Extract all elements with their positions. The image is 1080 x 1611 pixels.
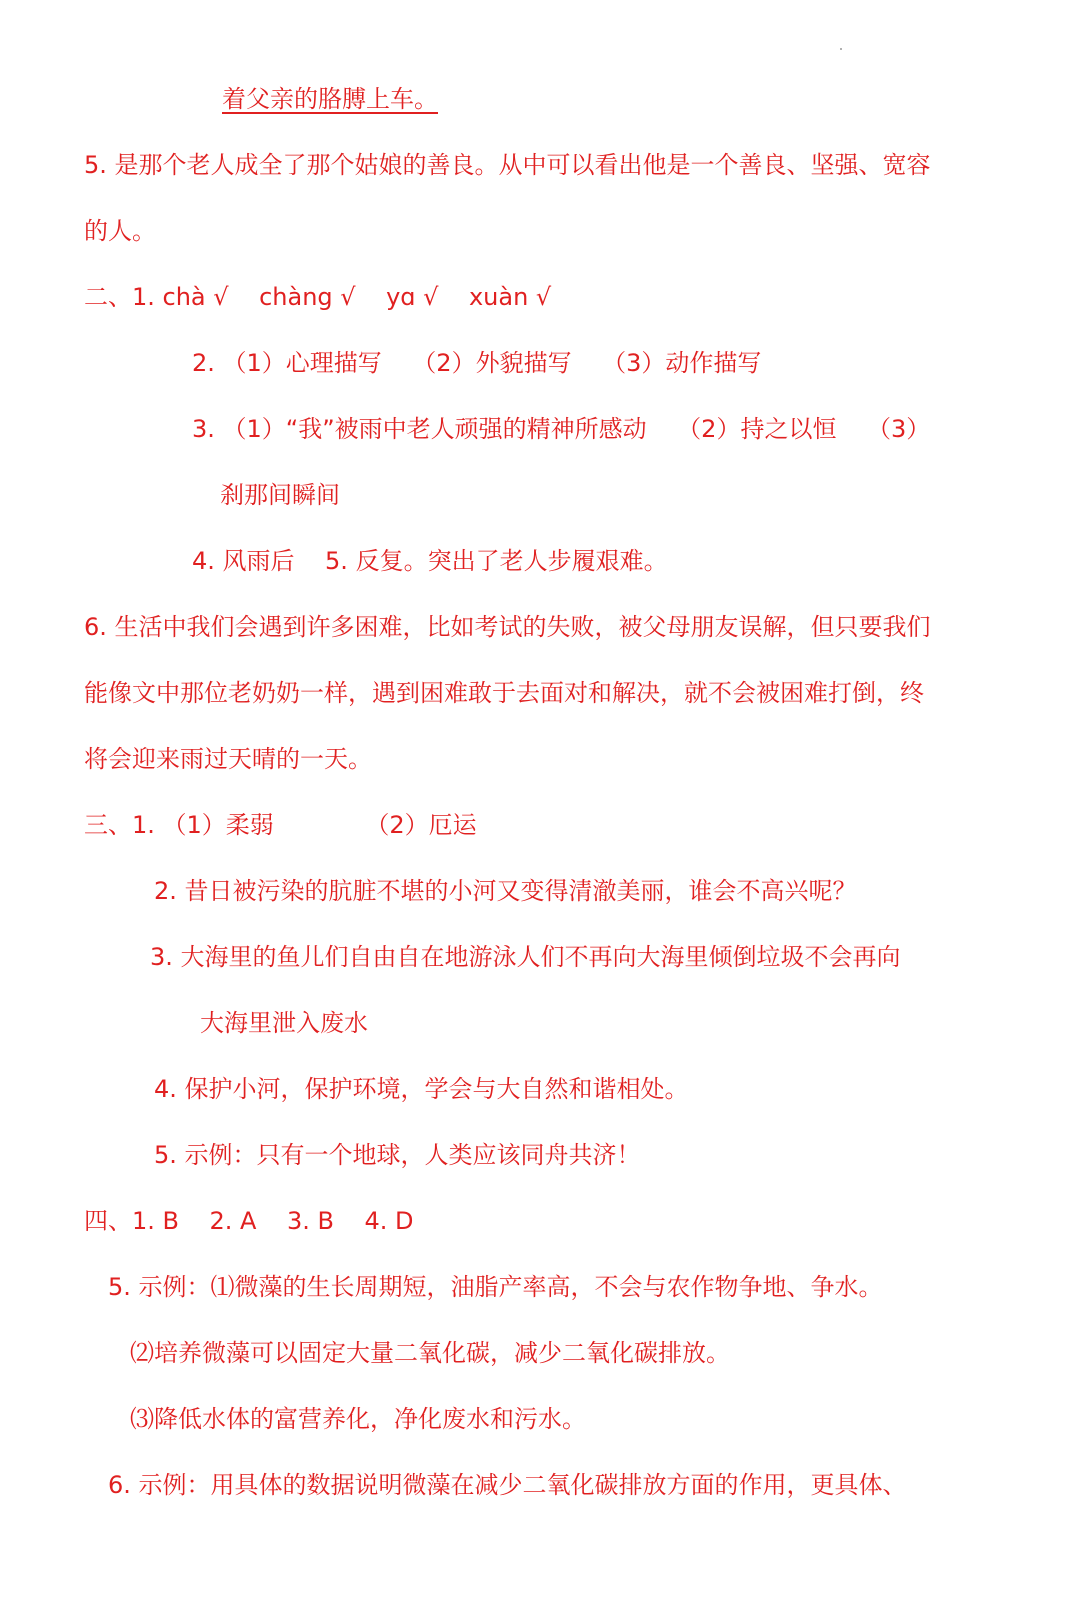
section-3-line-3: 3. 大海里的鱼儿们自由自在地游泳人们不再向大海里倾倒垃圾不会再向: [150, 943, 901, 971]
answer-line-3: 的人。: [84, 217, 156, 245]
answer-line-2: 5. 是那个老人成全了那个姑娘的善良。从中可以看出他是一个善良、坚强、宽容: [84, 151, 931, 179]
section-2-line-3: 3. （1）“我”被雨中老人顽强的精神所感动 （2）持之以恒 （3）: [192, 415, 931, 443]
section-4-line-2: 5. 示例：⑴微藻的生长周期短，油脂产率高，不会与农作物争地、争水。: [108, 1273, 883, 1301]
section-3-line-1: 三、1. （1）柔弱 （2）厄运: [84, 811, 477, 839]
section-4-line-1: 四、1. B 2. A 3. B 4. D: [84, 1207, 414, 1235]
scan-speck: [840, 48, 842, 50]
section-3-line-4: 大海里泄入废水: [200, 1009, 368, 1037]
section-2-line-5: 4. 风雨后 5. 反复。突出了老人步履艰难。: [192, 547, 668, 575]
section-2-line-4: 刹那间瞬间: [220, 481, 340, 509]
section-2-line-2: 2. （1）心理描写 （2）外貌描写 （3）动作描写: [192, 349, 762, 377]
section-3-line-2: 2. 昔日被污染的肮脏不堪的小河又变得清澈美丽，谁会不高兴呢？: [154, 877, 857, 905]
section-2-line-1: 二、1. chà √ chàng √ yɑ √ xuàn √: [84, 283, 552, 311]
section-4-line-3: ⑵培养微藻可以固定大量二氧化碳，减少二氧化碳排放。: [130, 1339, 730, 1367]
section-4-line-4: ⑶降低水体的富营养化，净化废水和污水。: [130, 1405, 586, 1433]
answer-line-1: 着父亲的胳膊上车。: [222, 85, 438, 113]
section-2-line-8: 将会迎来雨过天晴的一天。: [84, 745, 372, 773]
section-3-line-5: 4. 保护小河，保护环境，学会与大自然和谐相处。: [154, 1075, 689, 1103]
section-4-line-5: 6. 示例：用具体的数据说明微藻在减少二氧化碳排放方面的作用，更具体、: [108, 1471, 907, 1499]
section-2-line-6: 6. 生活中我们会遇到许多困难，比如考试的失败，被父母朋友误解，但只要我们: [84, 613, 931, 641]
section-3-line-6: 5. 示例：只有一个地球，人类应该同舟共济！: [154, 1141, 641, 1169]
section-2-line-7: 能像文中那位老奶奶一样，遇到困难敢于去面对和解决，就不会被困难打倒，终: [84, 679, 924, 707]
